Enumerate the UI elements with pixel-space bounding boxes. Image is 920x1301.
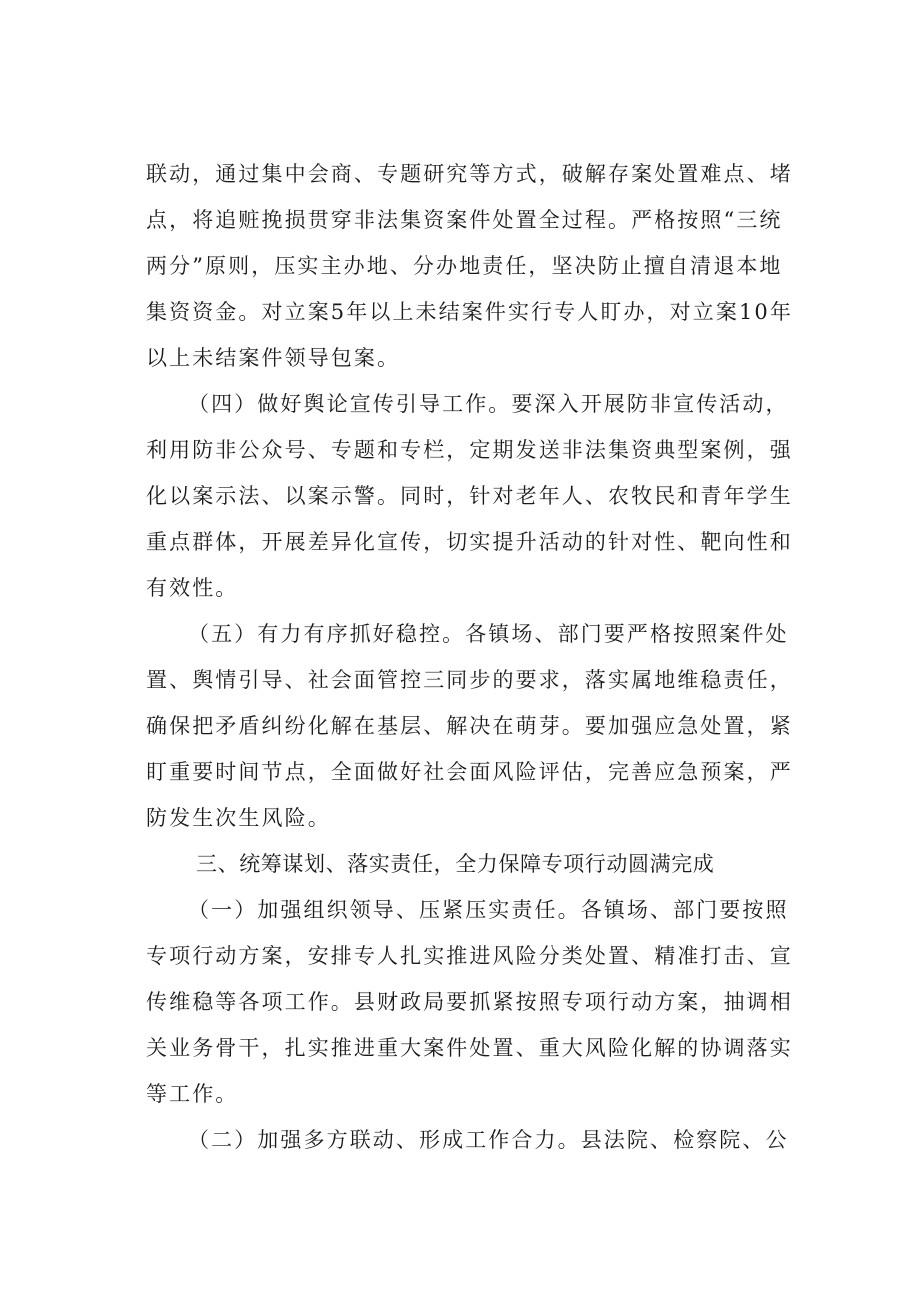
body-line: 重点群体，开展差异化宣传，切实提升活动的针对性、靶向性和 bbox=[146, 530, 793, 554]
paragraph-start-line: （五）有力有序抓好稳控。各镇场、部门要严格按照案件处 bbox=[188, 622, 789, 646]
body-line: 置、舆情引导、社会面管控三同步的要求，落实属地维稳责任， bbox=[146, 668, 793, 692]
body-line: 关业务骨干，扎实推进重大案件处置、重大风险化解的协调落实 bbox=[146, 1036, 793, 1060]
document-body bbox=[146, 151, 800, 1163]
body-line: 以上未结案件领导包案。 bbox=[146, 346, 401, 370]
body-line: 传维稳等各项工作。县财政局要抓紧按照专项行动方案，抽调相 bbox=[146, 990, 793, 1014]
body-line: 防发生次生风险。 bbox=[146, 806, 331, 830]
body-line: 联动，通过集中会商、专题研究等方式，破解存案处置难点、堵 bbox=[146, 162, 793, 186]
body-line: 盯重要时间节点，全面做好社会面风险评估，完善应急预案，严 bbox=[146, 760, 793, 784]
body-line: 点，将追赃挽损贯穿非法集资案件处置全过程。严格按照“三统 bbox=[146, 208, 783, 232]
body-line: 专项行动方案，安排专人扎实推进风险分类处置、精准打击、宣 bbox=[146, 944, 793, 968]
paragraph-start-line: （一）加强组织领导、压紧压实责任。各镇场、部门要按照 bbox=[188, 898, 789, 922]
paragraph-start-line: （二）加强多方联动、形成工作合力。县法院、检察院、公 bbox=[188, 1128, 789, 1152]
body-line: 有效性。 bbox=[146, 576, 239, 600]
body-line: 等工作。 bbox=[146, 1082, 239, 1106]
body-line: 集资资金。对立案5年以上未结案件实行专人盯办，对立案10年 bbox=[146, 300, 793, 324]
body-line: 两分”原则，压实主办地、分办地责任，坚决防止擅自清退本地 bbox=[146, 254, 783, 278]
body-line: 确保把矛盾纠纷化解在基层、解决在萌芽。要加强应急处置，紧 bbox=[146, 714, 793, 738]
body-line: 化以案示法、以案示警。同时，针对老年人、农牧民和青年学生 bbox=[146, 484, 793, 508]
body-line: 利用防非公众号、专题和专栏，定期发送非法集资典型案例，强 bbox=[146, 438, 793, 462]
section-heading: 三、统筹谋划、落实责任，全力保障专项行动圆满完成 bbox=[196, 852, 715, 876]
paragraph-start-line: （四）做好舆论宣传引导工作。要深入开展防非宣传活动， bbox=[188, 392, 789, 416]
